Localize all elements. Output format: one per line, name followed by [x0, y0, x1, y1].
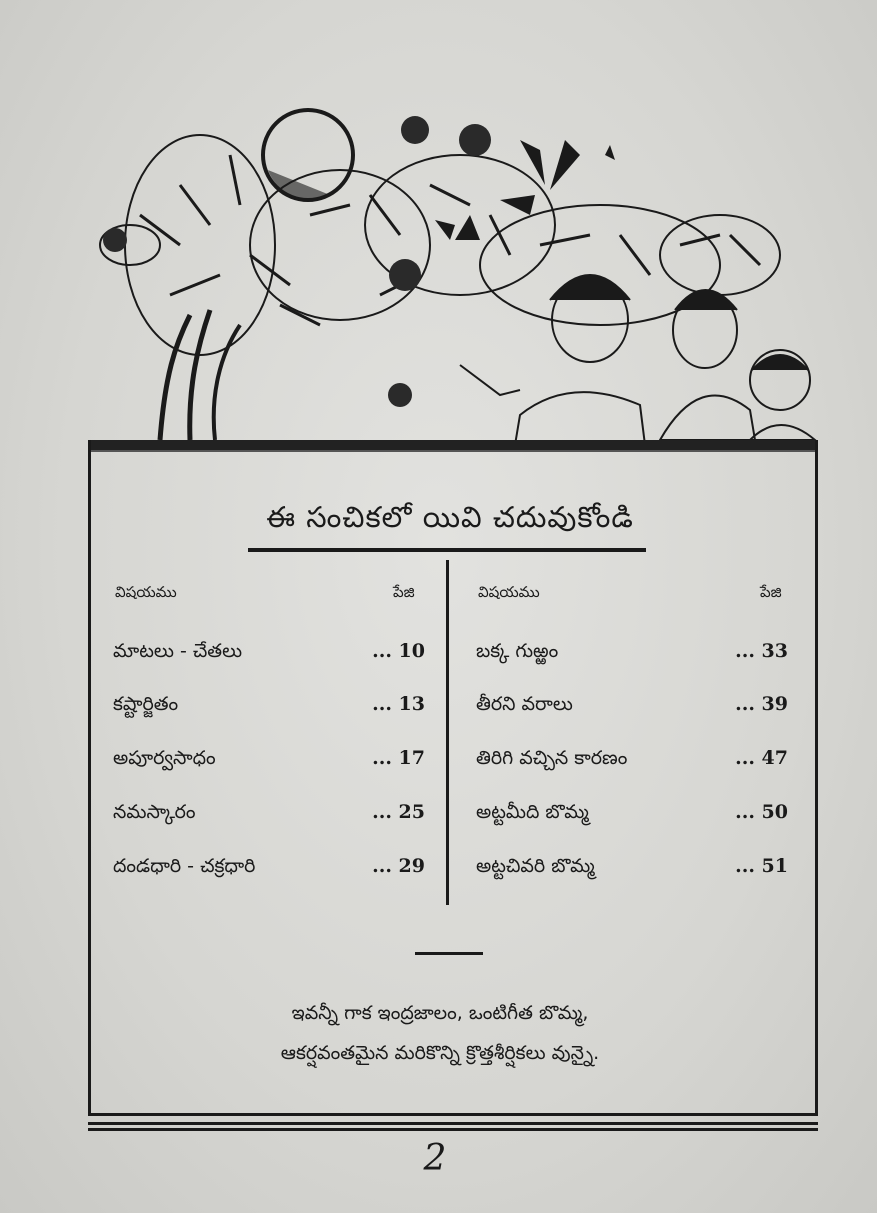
- left-item-4-title: నమస్కారం: [113, 801, 196, 823]
- left-subject-header: విషయము: [115, 583, 177, 601]
- page-number: 2: [423, 1138, 447, 1179]
- right-item-3-page: ... 47: [735, 747, 788, 769]
- left-item-2-title: కష్టార్జితం: [113, 693, 179, 715]
- right-item-4-title: అట్టమీది బొమ్మ: [476, 801, 589, 823]
- bottom-rule-lower: [88, 1128, 818, 1131]
- right-item-2-page: ... 39: [735, 693, 788, 715]
- left-page-header: పేజి: [393, 583, 415, 601]
- right-item-1-page: ... 33: [735, 640, 788, 662]
- left-item-1-title: మాటలు - చేతలు: [113, 640, 243, 662]
- footer-line-2: ఆకర్షవంతమైన మరికొన్ని క్రొత్తశీర్షికలు వున్నై.: [280, 1042, 600, 1064]
- right-item-1-title: బక్క గుఱ్ఱం: [476, 640, 559, 662]
- column-divider: [446, 560, 449, 905]
- right-page-header: పేజి: [760, 583, 782, 601]
- right-subject-header: విషయము: [478, 583, 540, 601]
- right-item-2-title: తీరని వరాలు: [476, 693, 573, 715]
- left-item-5-page: ... 29: [372, 855, 425, 877]
- left-item-3-title: అపూర్వసాధం: [113, 747, 216, 769]
- right-item-5-title: అట్టచివరి బొమ్మ: [476, 855, 595, 877]
- right-item-5-page: ... 51: [735, 855, 788, 877]
- left-item-2-page: ... 13: [372, 693, 425, 715]
- heading-underline: [248, 548, 646, 552]
- bottom-rule-upper: [88, 1122, 818, 1125]
- left-item-4-page: ... 25: [372, 801, 425, 823]
- footer-separator: [415, 952, 483, 955]
- contents-heading: ఈ సంచికలో యివి చదువుకోండి: [266, 500, 634, 534]
- footer-line-1: ఇవన్నీ గాక ఇంద్రజాలం, ఒంటిగీత బొమ్మ,: [291, 1002, 589, 1024]
- children-under-tree-illustration: [80, 95, 830, 445]
- left-item-5-title: దండధారి - చక్రధారి: [113, 855, 256, 877]
- left-item-1-page: ... 10: [372, 640, 425, 662]
- left-item-3-page: ... 17: [372, 747, 425, 769]
- right-item-4-page: ... 50: [735, 801, 788, 823]
- right-item-3-title: తిరిగి వచ్చిన కారణం: [476, 747, 628, 769]
